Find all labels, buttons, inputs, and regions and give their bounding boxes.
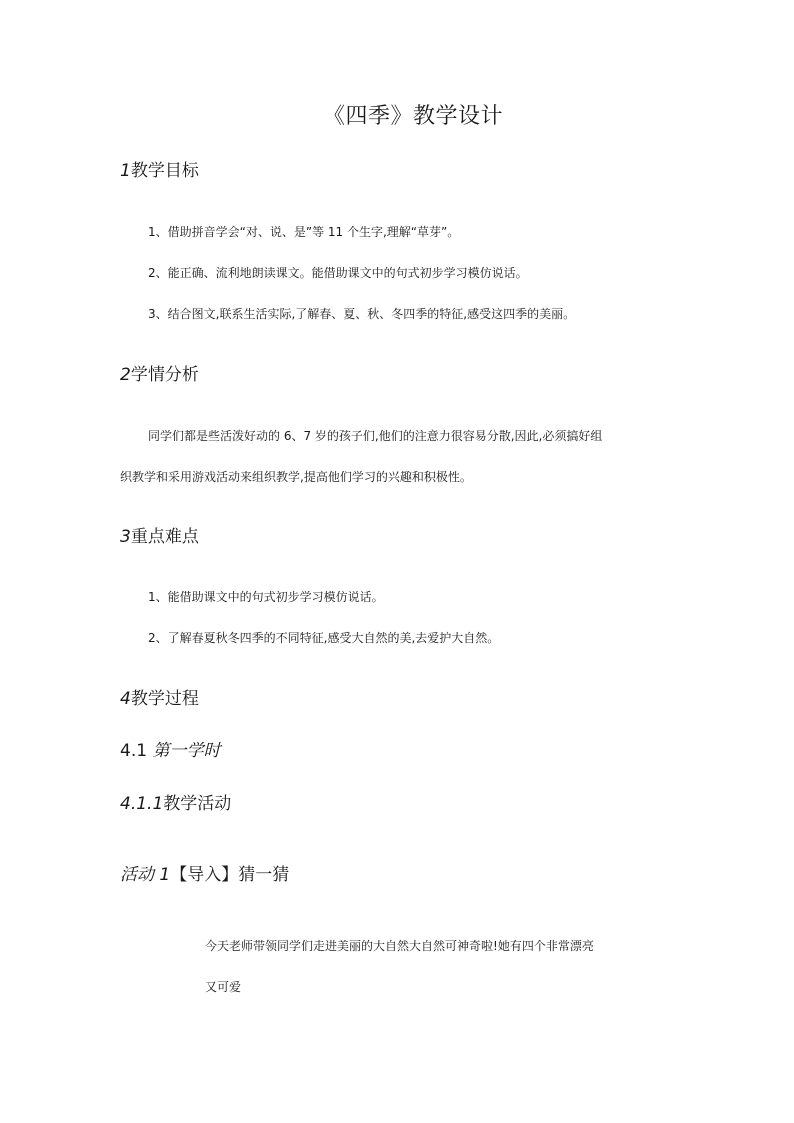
analysis-paragraph-line-1: 同学们都是些活泼好动的 6、7 岁的孩子们,他们的注意力很容易分散,因此,必须搞好组 (148, 429, 603, 443)
keypoint-item-2: 2、了解春夏秋冬四季的不同特征,感受大自然的美,去爱护大自然。 (148, 631, 500, 645)
section-title: 学情分析 (130, 365, 199, 385)
section-number: 4 (120, 689, 131, 709)
activity-1-label: 活动 1 (120, 865, 171, 885)
section-heading-objectives (120, 158, 199, 184)
section-title: 重点难点 (130, 527, 199, 547)
activity-1-text-line-2: 又可爱 (205, 980, 242, 994)
section-number: 2 (120, 365, 131, 385)
activity-1-heading (120, 862, 289, 888)
lesson-number: 4.1 (120, 741, 148, 761)
activities-heading (120, 791, 231, 817)
section-number: 1 (120, 161, 131, 181)
section-heading-process (120, 686, 199, 712)
objective-item-1: 1、借助拼音学会“对、说、是”等 11 个生字,理解“草芽”。 (148, 225, 460, 239)
section-heading-analysis (120, 362, 199, 388)
document-title: 《四季》教学设计 (322, 104, 503, 129)
section-title: 教学目标 (130, 161, 199, 181)
objective-item-3: 3、结合图文,联系生活实际,了解春、夏、秋、冬四季的特征,感受这四季的美丽。 (148, 307, 576, 321)
section-number: 3 (120, 527, 131, 547)
analysis-paragraph-line-2: 织教学和采用游戏活动来组织教学,提高他们学习的兴趣和积极性。 (120, 470, 472, 484)
activity-1-title: 【导入】猜一猜 (170, 865, 290, 885)
activity-1-text-line-1: 今天老师带领同学们走进美丽的大自然大自然可神奇啦!她有四个非常漂亮 (205, 939, 594, 953)
lesson-heading (120, 738, 220, 764)
lesson-label: 第一学时 (152, 741, 221, 761)
keypoint-item-1: 1、能借助课文中的句式初步学习模仿说话。 (148, 590, 384, 604)
activities-label: 教学活动 (163, 794, 232, 814)
section-heading-keypoints (120, 524, 199, 550)
objective-item-2: 2、能正确、流利地朗读课文。能借助课文中的句式初步学习模仿说话。 (148, 266, 528, 280)
activities-number: 4.1.1 (120, 794, 164, 814)
section-title: 教学过程 (130, 689, 199, 709)
